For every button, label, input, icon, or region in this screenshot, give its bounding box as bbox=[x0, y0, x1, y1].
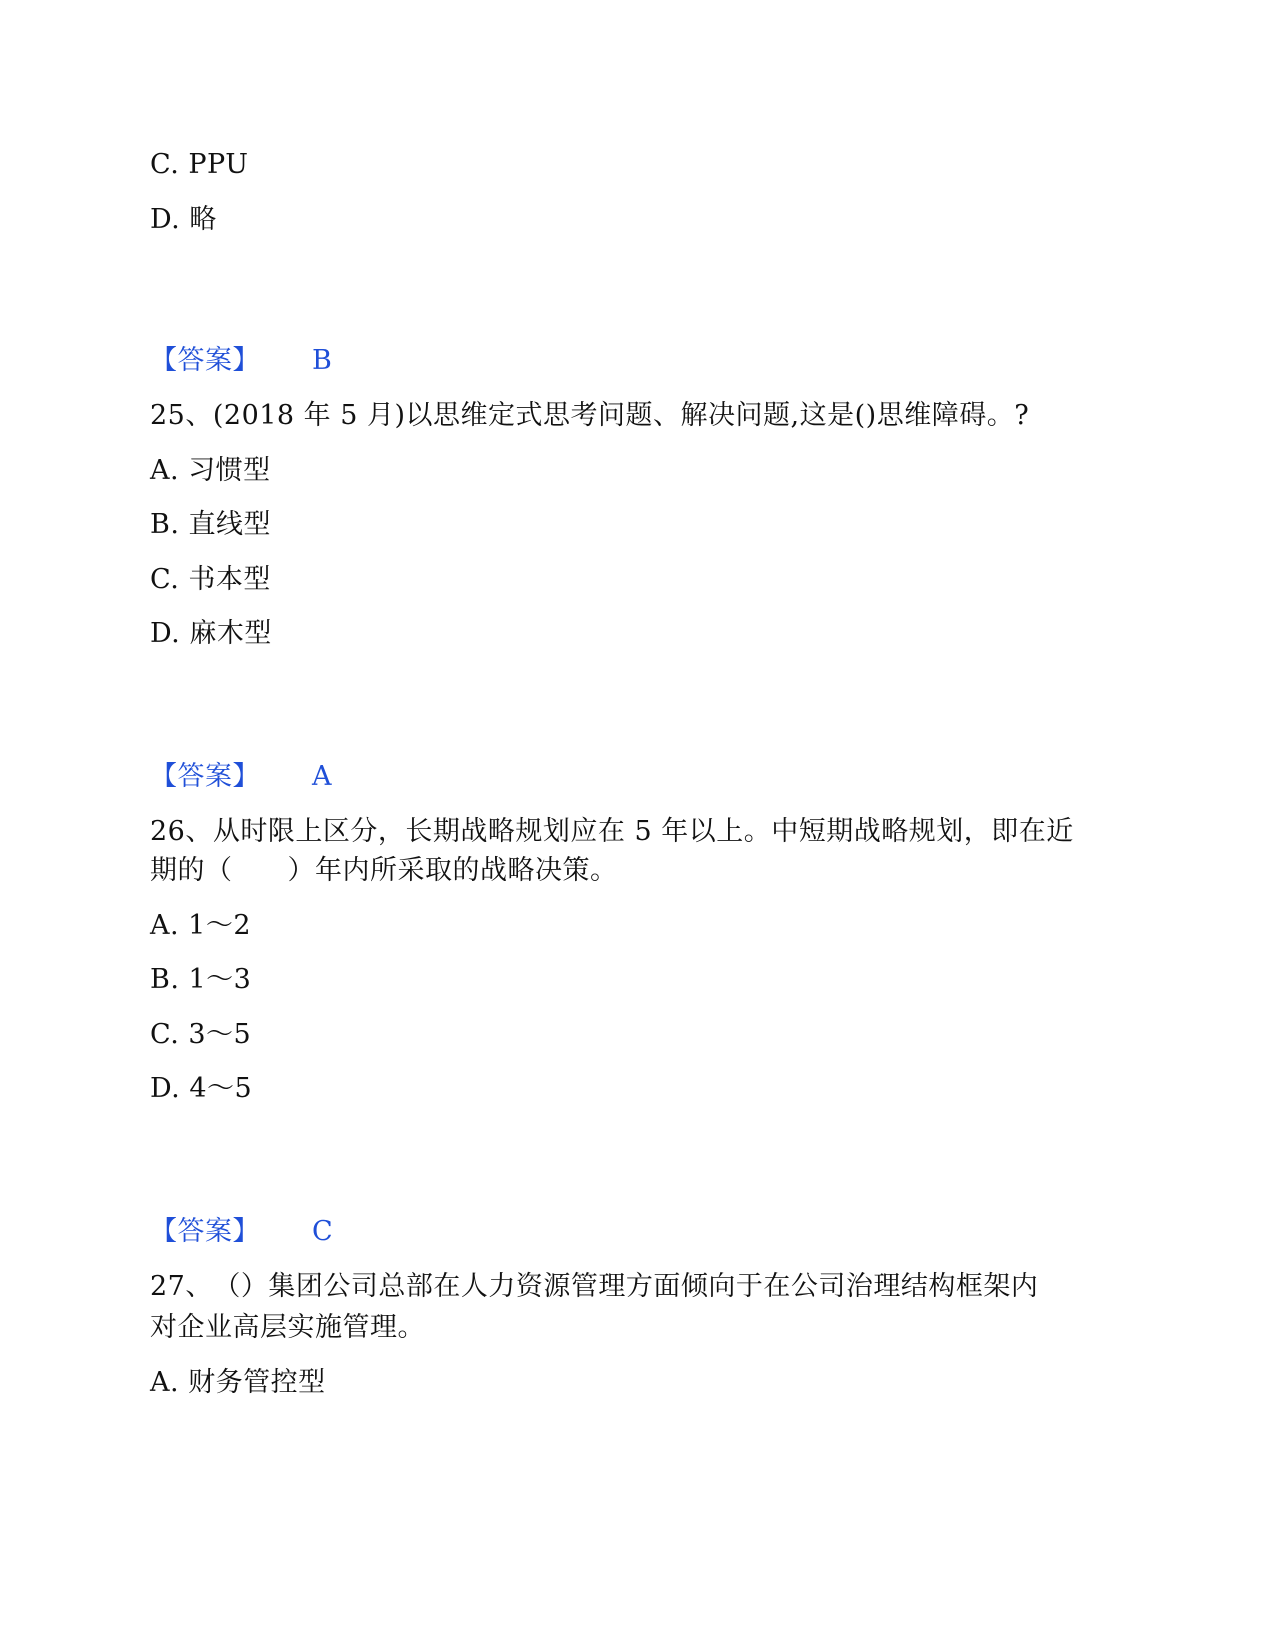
answer-row-q24 bbox=[150, 341, 332, 381]
q26-option-b: B. 1～3 bbox=[150, 964, 252, 995]
q26-option-c: C. 3～5 bbox=[150, 1019, 252, 1050]
question-26-text-line1: 26、从时限上区分，长期战略规划应在 5 年以上。中短期战略规划，即在近 bbox=[150, 816, 1074, 847]
q26-option-a: A. 1～2 bbox=[150, 910, 252, 941]
q27-option-a: A. 财务管控型 bbox=[150, 1367, 326, 1398]
q25-option-b: B. 直线型 bbox=[150, 509, 272, 540]
question-25-text: 25、(2018 年 5 月)以思维定式思考问题、解决问题,这是()思维障碍。? bbox=[150, 400, 1030, 431]
prev-option-d: D. 略 bbox=[150, 204, 217, 235]
answer-value: C bbox=[312, 1216, 334, 1247]
answer-value: A bbox=[312, 761, 332, 792]
q25-option-c: C. 书本型 bbox=[150, 564, 271, 595]
answer-label: 【答案】 bbox=[150, 761, 260, 792]
q26-option-d: D. 4～5 bbox=[150, 1073, 253, 1104]
answer-label: 【答案】 bbox=[150, 345, 260, 376]
prev-option-c: C. PPU bbox=[150, 149, 249, 180]
answer-row-q26 bbox=[150, 1212, 333, 1252]
answer-label: 【答案】 bbox=[150, 1216, 260, 1247]
q25-option-d: D. 麻木型 bbox=[150, 618, 272, 649]
answer-value: B bbox=[312, 345, 333, 376]
question-26-text-line2: 期的（ ）年内所采取的战略决策。 bbox=[150, 855, 618, 886]
question-27-text-line1: 27、 （）集团公司总部在人力资源管理方面倾向于在公司治理结构框架内 bbox=[150, 1271, 1039, 1302]
question-27-text-line2: 对企业高层实施管理。 bbox=[150, 1312, 425, 1343]
q25-option-a: A. 习惯型 bbox=[150, 455, 271, 486]
answer-row-q25 bbox=[150, 757, 332, 797]
